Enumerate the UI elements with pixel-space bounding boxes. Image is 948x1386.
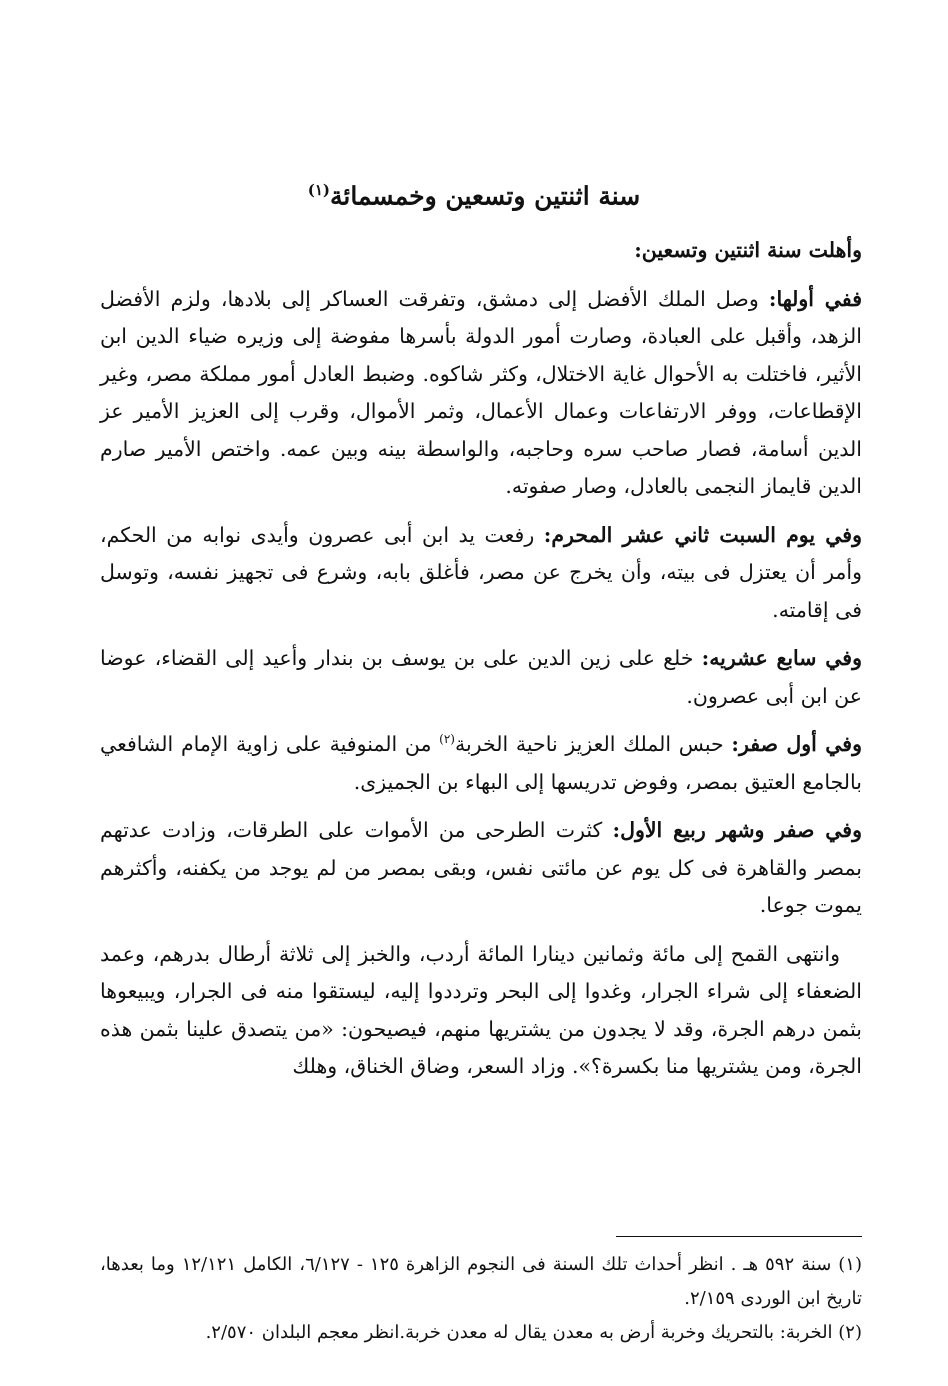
paragraph-text: كثرت الطرحى من الأموات على الطرقات، وزادت عدتهم بمصر والقاهرة فى كل يوم عن مائتى نفس، وبقى بمصر من لم يوجد من يكفنه، وأكثرهم يموت جوعا. (100, 818, 862, 917)
footnote-1: (١) سنة ٥٩٢ هـ . انظر أحداث تلك السنة فى النجوم الزاهرة ١٢٥ - ٦/١٢٧، الكامل ١٢/١٢١ وما بعدها، تاريخ ابن الوردى ٢/١٥٩. (100, 1254, 862, 1309)
paragraph-muharram-12 (100, 517, 862, 630)
footnote-separator (616, 1236, 862, 1237)
paragraph-intro (100, 232, 862, 270)
footnote-ref-2: (٢) (439, 732, 455, 747)
paragraph-text: وصل الملك الأفضل إلى دمشق، وتفرقت العساكر إلى بلادها، ولزم الأفضل الزهد، وأقبل على العبادة، وصارت أمور الدولة بأسرها مفوضة إلى وزيره ضياء الدين ابن الأثير، فاختلت به الأحوال غاية الاختلال، وكثر شاكوه. وضبط العادل أمور مملكة مصر، وغير الإقطاعات، ووفر الارتفاعات وعمال الأعمال، وثمر الأموال، وقرب إلى العزيز الأمير عز الدين أسامة، فصار صاحب سره وحاجبه، والواسطة بينه وبين عمه. واختص الأمير صارم الدين قايماز النجمى بالعادل، وصار صفوته. (100, 286, 862, 498)
paragraph-text-before-ref: حبس الملك العزيز ناحية الخربة (454, 732, 732, 756)
footnote-2: (٢) الخربة: بالتحريك وخربة أرض به معدن يقال له معدن خربة.انظر معجم البلدان ٢/٥٧٠. (205, 1322, 862, 1343)
paragraph-lead: وفي يوم السبت ثاني عشر المحرم: (543, 522, 862, 547)
paragraph-text: خلع على زين الدين على بن يوسف بن بندار وأعيد إلى القضاء، عوضا عن ابن أبى عصرون. (100, 646, 862, 708)
paragraph-safar-rabi (100, 812, 862, 925)
chapter-title: سنة اثنتين وتسعين وخمسمائة (330, 181, 641, 211)
main-text (100, 232, 862, 1097)
paragraph-text: وانتهى القمح إلى مائة وثمانين دينارا المائة أردب، والخبز إلى ثلاثة أرطال بدرهم، وعمد الضعفاء إلى شراء الجرار، وغدوا إلى البحر وترددوا إليه، ليستقوا منه فى الجرار، ويبيعوها بثمن درهم الجرة، وقد لا يجدون من يشتريها منهم، فيصيحون: «من يتصدق علينا بثمن هذه الجرة، ومن يشتريها منا بكسرة؟». وزاد السعر، وضاق الخناق، وهلك (100, 941, 862, 1078)
footnote-ref-1: (١) (307, 181, 330, 199)
paragraph-muharram-27 (100, 640, 862, 715)
footnotes (100, 1248, 862, 1350)
paragraph-text: من المنوفية على زاوية الإمام الشافعي بالجامع العتيق بمصر، وفوض تدريسها إلى البهاء بن الجميزى. (100, 732, 862, 794)
paragraph-lead: وفي سابع عشريه: (701, 646, 862, 670)
paragraph-intro-text: وأهلت سنة اثنتين وتسعين: (634, 238, 862, 262)
chapter-heading (0, 172, 948, 214)
paragraph-prices (100, 936, 862, 1086)
paragraph-text: رفعت يد ابن أبى عصرون وأيدى نوابه من الحكم، وأمر أن يعتزل فى بيته، وأن يخرج عن مصر، فأغلق بابه، وشرع فى تجهيز نفسه، وتوسل فى إقامته. (100, 522, 862, 622)
paragraph-first-of-year (100, 281, 862, 506)
paragraph-lead: وفي صفر وشهر ربيع الأول: (612, 818, 863, 842)
paragraph-safar-first (100, 726, 862, 801)
paragraph-lead: ففي أولها: (768, 286, 862, 311)
paragraph-lead: وفي أول صفر: (731, 732, 862, 756)
